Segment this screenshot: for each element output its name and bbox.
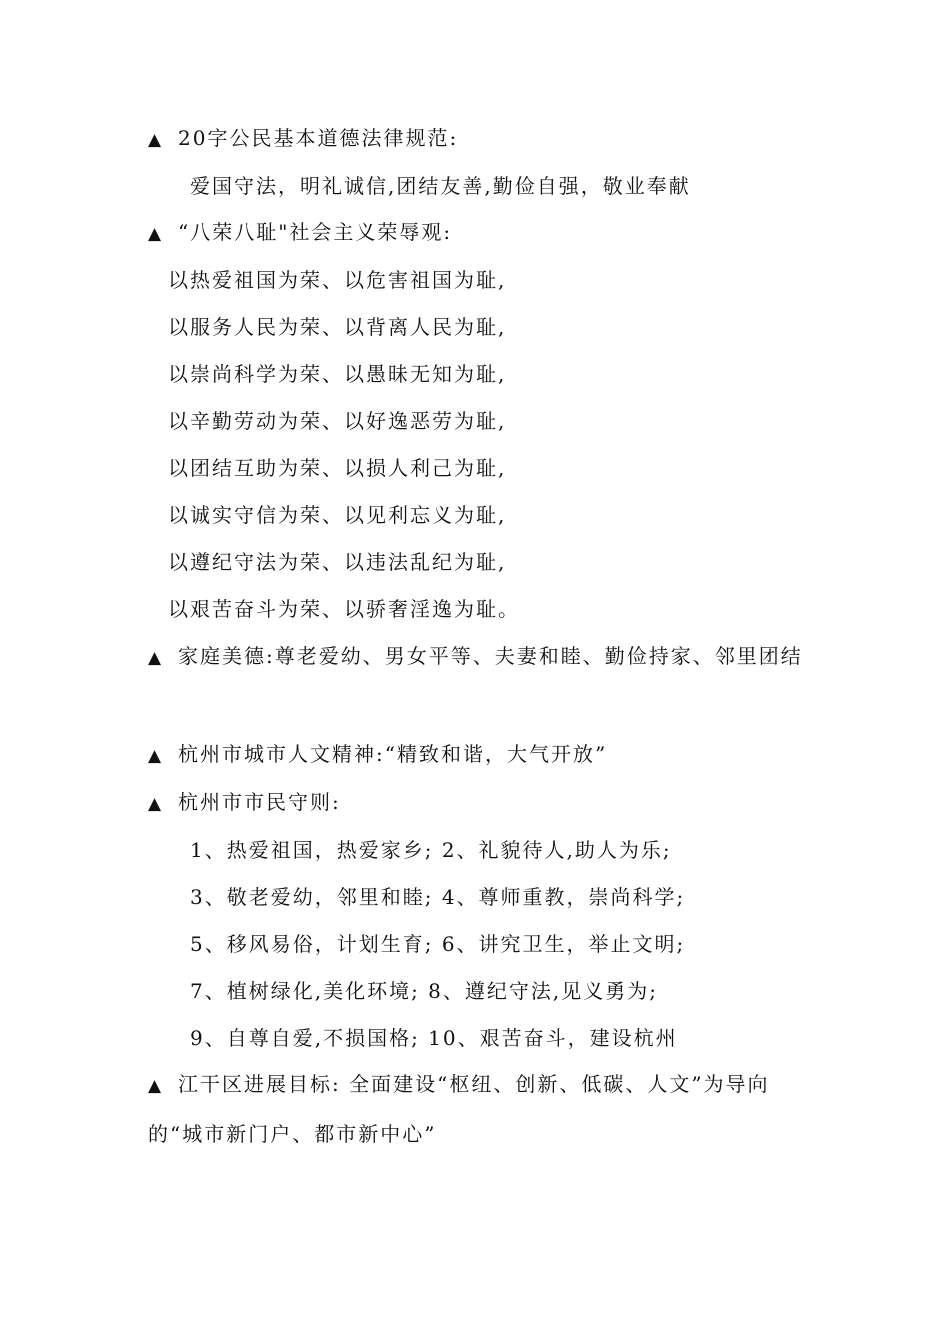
moral-title-line <box>148 124 458 154</box>
honor-title-line <box>148 218 452 248</box>
honor-line: 以服务人民为荣、以背离人民为耻, <box>168 315 507 339</box>
honor-line: 以辛勤劳动为荣、以好逸恶劳为耻, <box>168 409 507 433</box>
honor-line: 以热爱祖国为荣、以危害祖国为耻, <box>168 268 507 292</box>
honor-line: 以诚实守信为荣、以见利忘义为耻, <box>168 503 507 527</box>
honor-line: 以艰苦奋斗为荣、以骄奢淫逸为耻。 <box>168 597 520 621</box>
family-paragraph <box>148 632 808 682</box>
triangle-bullet-icon: ▲ <box>148 794 164 814</box>
triangle-bullet-icon: ▲ <box>148 746 164 766</box>
moral-body: 爱国守法，明礼诚信,团结友善,勤俭自强，敬业奉献 <box>190 174 691 198</box>
code-title-line <box>148 788 341 818</box>
moral-title: 20字公民基本道德法律规范: <box>178 126 459 150</box>
honor-line: 以遵纪守法为荣、以违法乱纪为耻, <box>168 550 507 574</box>
triangle-bullet-icon: ▲ <box>148 648 164 668</box>
goal-paragraph <box>148 1060 808 1158</box>
family-text: 家庭美德:尊老爱幼、男女平等、夫妻和睦、勤俭持家、邻里团结 <box>178 644 803 668</box>
goal-text: 江干区进展目标: 全面建设“枢纽、创新、低碳、人文”为导向的“城市新门户、都市新中心” <box>148 1072 770 1146</box>
code-line: 5、移风易俗，计划生育; 6、讲究卫生，举止文明; <box>190 932 686 956</box>
honor-line: 以团结互助为荣、以损人利己为耻, <box>168 456 507 480</box>
triangle-bullet-icon: ▲ <box>148 224 164 244</box>
code-line: 9、自尊自爱,不损国格; 10、艰苦奋斗，建设杭州 <box>190 1026 678 1050</box>
triangle-bullet-icon: ▲ <box>148 1076 164 1096</box>
code-line: 1、热爱祖国，热爱家乡; 2、礼貌待人,助人为乐; <box>190 838 672 862</box>
code-title: 杭州市市民守则: <box>178 790 341 814</box>
spirit-text: 杭州市城市人文精神:“精致和谐，大气开放” <box>178 742 608 766</box>
honor-line: 以崇尚科学为荣、以愚昧无知为耻, <box>168 362 507 386</box>
triangle-bullet-icon: ▲ <box>148 130 164 150</box>
honor-title: “八荣八耻"社会主义荣辱观: <box>178 220 453 244</box>
spirit-line <box>148 740 607 770</box>
code-line: 3、敬老爱幼，邻里和睦; 4、尊师重教，崇尚科学; <box>190 885 686 909</box>
code-line: 7、植树绿化,美化环境; 8、遵纪守法,见义勇为; <box>190 979 658 1003</box>
